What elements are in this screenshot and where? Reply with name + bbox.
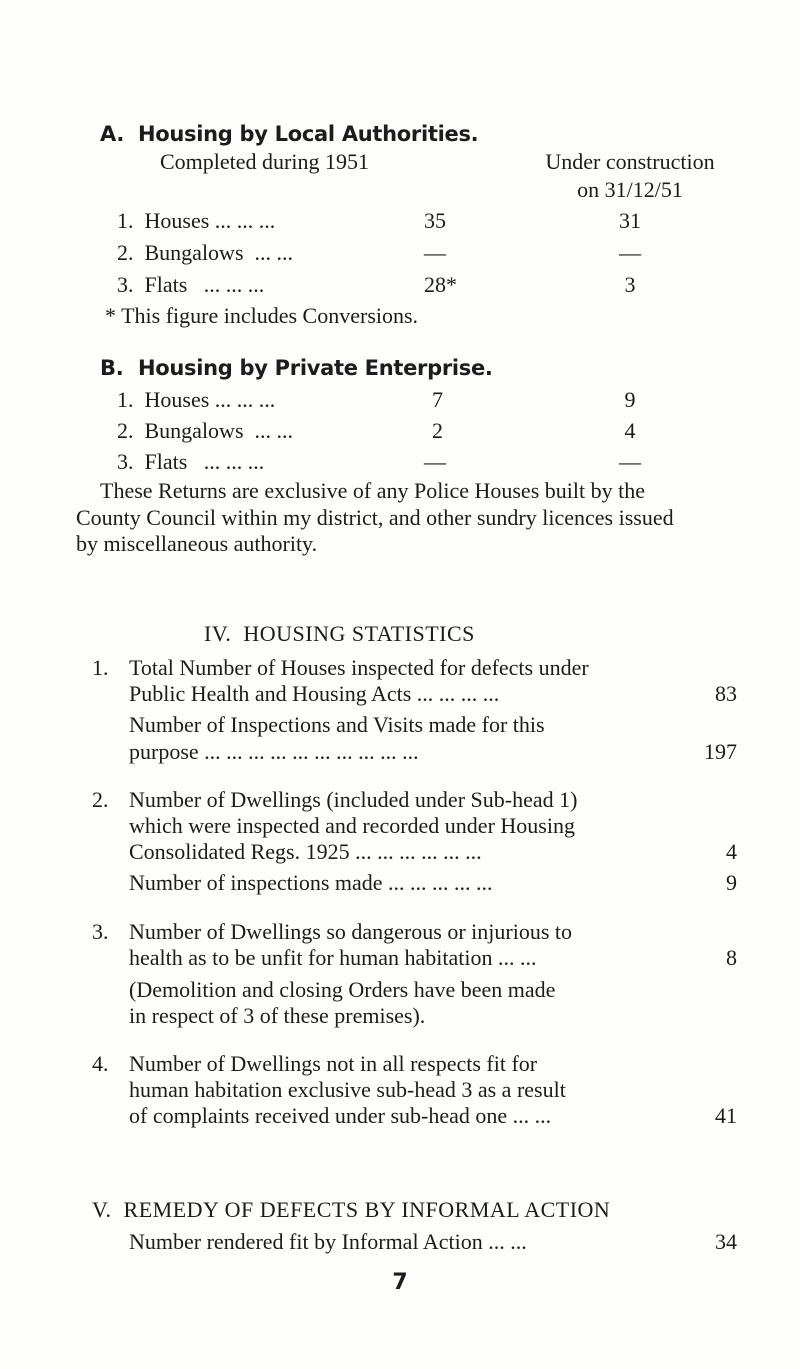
iv-item-number: 1. — [92, 655, 109, 680]
col-completed-header: Completed during 1951 — [160, 149, 369, 174]
section-b-letter: B. — [100, 356, 124, 380]
iv-item-line: Number of Inspections and Visits made for this — [129, 712, 545, 737]
section-b-paragraph-line: County Council within my district, and other sundry licences issued — [76, 505, 674, 530]
b-row-completed: 7 — [432, 387, 443, 412]
section-a-letter: A. — [100, 122, 125, 146]
section-iv-heading: IV. HOUSING STATISTICS — [204, 621, 475, 646]
iv-item-line: Number of inspections made ... ... ... ... ... — [129, 870, 493, 895]
b-row-label: 2. Bungalows ... ... — [117, 418, 293, 443]
a-row-label: 2. Bungalows ... ... — [117, 240, 293, 265]
iv-item-line: Number of Dwellings so dangerous or injurious to — [129, 919, 572, 944]
a-row-completed: — — [424, 240, 446, 265]
section-b-paragraph-line: These Returns are exclusive of any Police Houses built by the — [100, 478, 645, 503]
section-b-paragraph-line: by miscellaneous authority. — [76, 531, 318, 556]
iv-item-value: 41 — [715, 1103, 737, 1128]
a-row-completed: 35 — [424, 208, 446, 233]
iv-item-line: which were inspected and recorded under Housing — [129, 813, 575, 838]
iv-item-value: 9 — [726, 870, 737, 895]
iv-item-line: purpose ... ... ... ... ... ... ... ... ... ... — [129, 739, 419, 764]
a-row-under: 3 — [624, 272, 636, 297]
iv-item-line: Number of Dwellings (included under Sub-head 1) — [129, 787, 578, 812]
b-row-under: 4 — [624, 418, 636, 443]
a-row-label: 3. Flats ... ... ... — [117, 272, 265, 297]
iv-item-line: (Demolition and closing Orders have been made — [129, 977, 556, 1002]
iv-item-line: Number of Dwellings not in all respects fit for — [129, 1051, 538, 1076]
section-v-value: 34 — [715, 1229, 737, 1254]
iv-item-line: Total Number of Houses inspected for defects under — [129, 655, 589, 680]
section-v-line: Number rendered fit by Informal Action ... ... — [129, 1229, 527, 1254]
iv-item-value: 4 — [726, 839, 737, 864]
iv-item-value: 8 — [726, 945, 737, 970]
b-row-under: — — [619, 449, 641, 474]
a-row-under: — — [619, 240, 641, 265]
col-under-header-2: on 31/12/51 — [577, 177, 683, 202]
a-row-under: 31 — [619, 208, 641, 233]
iv-item-value: 83 — [715, 681, 737, 706]
page-number: 7 — [392, 1270, 408, 1295]
b-row-completed: — — [424, 449, 446, 474]
b-row-label: 1. Houses ... ... ... — [117, 387, 276, 412]
b-row-label: 3. Flats ... ... ... — [117, 449, 265, 474]
a-row-completed: 28* — [424, 272, 457, 297]
section-b-title: Housing by Private Enterprise. — [138, 356, 493, 380]
iv-item-number: 3. — [92, 919, 109, 944]
section-a-title: Housing by Local Authorities. — [138, 122, 479, 146]
a-row-label: 1. Houses ... ... ... — [117, 208, 276, 233]
iv-item-value: 197 — [704, 739, 737, 764]
iv-item-line: human habitation exclusive sub-head 3 as a result — [129, 1077, 566, 1102]
iv-item-number: 4. — [92, 1051, 109, 1076]
section-a-footnote: * This figure includes Conversions. — [105, 303, 419, 328]
section-v-heading: V. REMEDY OF DEFECTS BY INFORMAL ACTION — [92, 1197, 611, 1222]
col-under-header-1: Under construction — [545, 149, 715, 174]
iv-item-line: Consolidated Regs. 1925 ... ... ... ... ... ... — [129, 839, 482, 864]
b-row-completed: 2 — [432, 418, 443, 443]
iv-item-line: of complaints received under sub-head one ... ... — [129, 1103, 552, 1128]
iv-item-line: Public Health and Housing Acts ... ... ... ... — [129, 681, 500, 706]
iv-item-line: in respect of 3 of these premises). — [129, 1003, 426, 1028]
iv-item-line: health as to be unfit for human habitation ... ... — [129, 945, 537, 970]
b-row-under: 9 — [624, 387, 636, 412]
iv-item-number: 2. — [92, 787, 109, 812]
